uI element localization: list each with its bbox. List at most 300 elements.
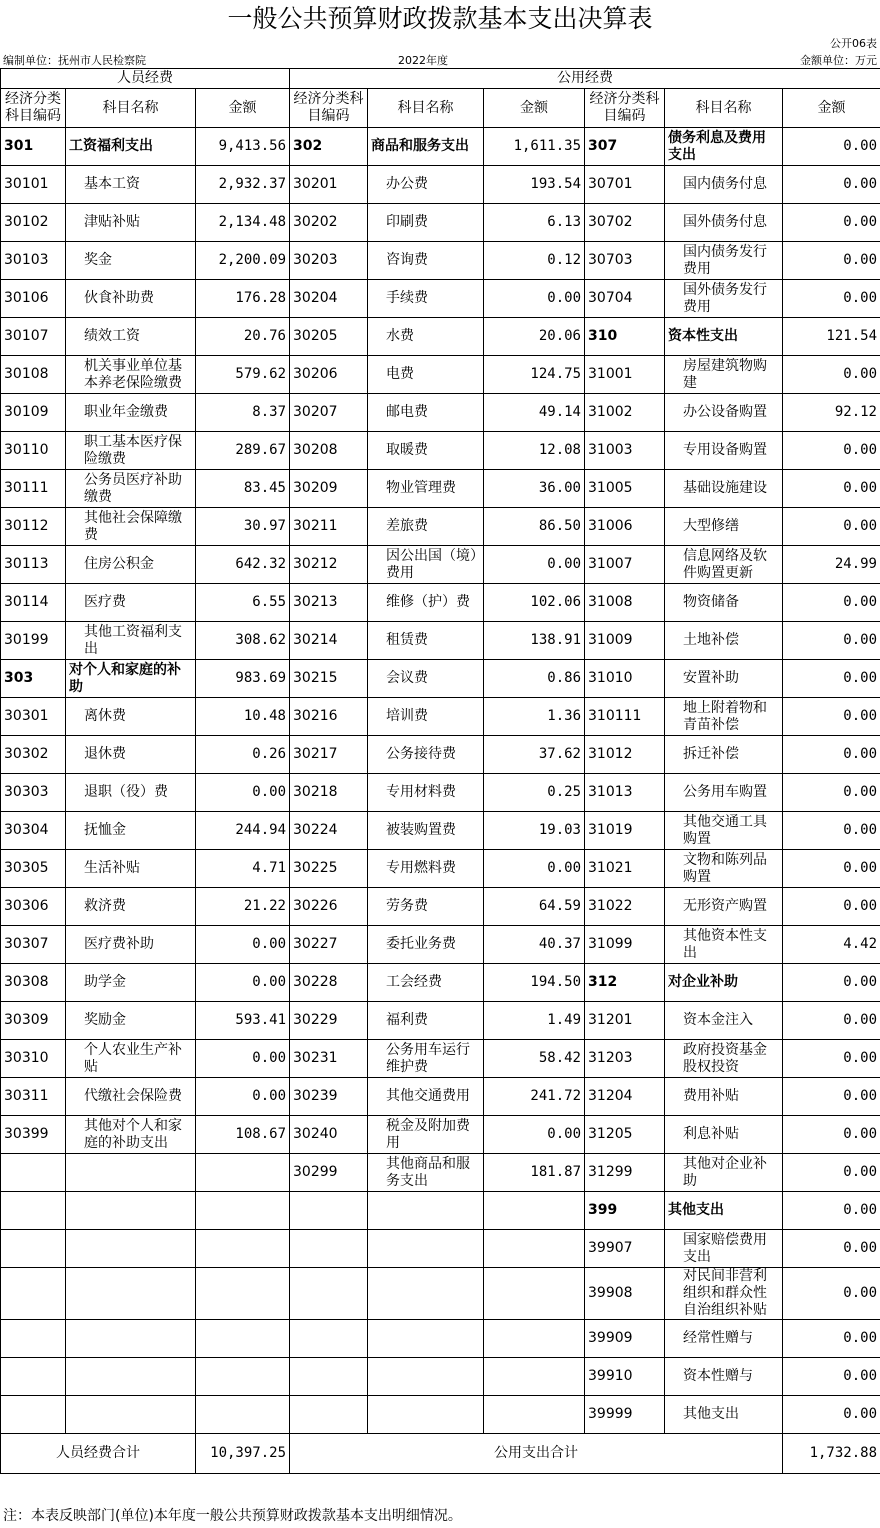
name-cell: 债务利息及费用支出 bbox=[665, 128, 783, 166]
code-cell: 30205 bbox=[290, 318, 368, 356]
amount-cell: 0.00 bbox=[783, 774, 880, 812]
code-cell: 30212 bbox=[290, 546, 368, 584]
code-cell: 31203 bbox=[585, 1040, 665, 1078]
table-row bbox=[1, 1002, 880, 1040]
name-cell: 政府投资基金股权投资 bbox=[665, 1040, 783, 1078]
code-cell: 30107 bbox=[1, 318, 66, 356]
code-cell: 302 bbox=[290, 128, 368, 166]
name-cell: 咨询费 bbox=[368, 242, 484, 280]
name-cell: 培训费 bbox=[368, 698, 484, 736]
amount-cell: 0.00 bbox=[196, 926, 290, 964]
amount-cell: 49.14 bbox=[484, 394, 585, 432]
name-cell: 其他对个人和家庭的补助支出 bbox=[66, 1116, 196, 1154]
name-cell: 对民间非营利组织和群众性自治组织补贴 bbox=[665, 1268, 783, 1320]
name-cell: 劳务费 bbox=[368, 888, 484, 926]
table-row bbox=[1, 356, 880, 394]
name-cell: 经常性赠与 bbox=[665, 1320, 783, 1358]
code-cell: 31001 bbox=[585, 356, 665, 394]
name-cell: 大型修缮 bbox=[665, 508, 783, 546]
amount-cell: 10.48 bbox=[196, 698, 290, 736]
name-cell: 国内债务付息 bbox=[665, 166, 783, 204]
code-cell: 30204 bbox=[290, 280, 368, 318]
name-cell: 福利费 bbox=[368, 1002, 484, 1040]
name-cell: 抚恤金 bbox=[66, 812, 196, 850]
amount-cell: 83.45 bbox=[196, 470, 290, 508]
code-cell: 31204 bbox=[585, 1078, 665, 1116]
name-cell: 税金及附加费用 bbox=[368, 1116, 484, 1154]
amount-cell: 0.00 bbox=[783, 1078, 880, 1116]
code-cell: 39907 bbox=[585, 1230, 665, 1268]
code-cell: 30224 bbox=[290, 812, 368, 850]
amount-cell bbox=[484, 1320, 585, 1358]
amount-cell: 0.00 bbox=[783, 698, 880, 736]
code-cell: 39999 bbox=[585, 1396, 665, 1434]
name-cell: 手续费 bbox=[368, 280, 484, 318]
amount-cell: 0.00 bbox=[783, 1396, 880, 1434]
amount-cell: 86.50 bbox=[484, 508, 585, 546]
amount-cell bbox=[484, 1192, 585, 1230]
code-cell: 31002 bbox=[585, 394, 665, 432]
amount-cell: 0.00 bbox=[484, 546, 585, 584]
table-row bbox=[1, 1116, 880, 1154]
amount-cell: 193.54 bbox=[484, 166, 585, 204]
name-cell: 津贴补贴 bbox=[66, 204, 196, 242]
amount-cell bbox=[196, 1230, 290, 1268]
amount-cell: 241.72 bbox=[484, 1078, 585, 1116]
code-cell: 30226 bbox=[290, 888, 368, 926]
code-cell: 30106 bbox=[1, 280, 66, 318]
code-cell: 30302 bbox=[1, 736, 66, 774]
amount-cell: 24.99 bbox=[783, 546, 880, 584]
amount-cell: 0.00 bbox=[484, 280, 585, 318]
code-cell: 30202 bbox=[290, 204, 368, 242]
name-cell bbox=[368, 1230, 484, 1268]
name-cell: 拆迁补偿 bbox=[665, 736, 783, 774]
name-cell: 其他对企业补助 bbox=[665, 1154, 783, 1192]
code-cell bbox=[290, 1358, 368, 1396]
code-cell bbox=[1, 1230, 66, 1268]
code-cell: 30108 bbox=[1, 356, 66, 394]
unit-label: 编制单位：抚州市人民检察院 bbox=[3, 54, 146, 67]
code-cell: 31299 bbox=[585, 1154, 665, 1192]
amount-cell bbox=[484, 1396, 585, 1434]
code-cell bbox=[1, 1268, 66, 1320]
header-code: 经济分类科目编码 bbox=[1, 89, 66, 128]
name-cell: 绩效工资 bbox=[66, 318, 196, 356]
code-cell: 31006 bbox=[585, 508, 665, 546]
code-cell: 30239 bbox=[290, 1078, 368, 1116]
code-cell: 30214 bbox=[290, 622, 368, 660]
amount-cell: 64.59 bbox=[484, 888, 585, 926]
code-cell bbox=[1, 1192, 66, 1230]
table-row bbox=[1, 888, 880, 926]
amount-cell: 9,413.56 bbox=[196, 128, 290, 166]
name-cell: 医疗费补助 bbox=[66, 926, 196, 964]
amount-cell: 0.00 bbox=[783, 280, 880, 318]
name-cell: 资本金注入 bbox=[665, 1002, 783, 1040]
name-cell: 商品和服务支出 bbox=[368, 128, 484, 166]
name-cell: 其他支出 bbox=[665, 1396, 783, 1434]
name-cell: 水费 bbox=[368, 318, 484, 356]
name-cell bbox=[368, 1192, 484, 1230]
amount-cell bbox=[196, 1154, 290, 1192]
name-cell: 物业管理费 bbox=[368, 470, 484, 508]
code-cell bbox=[290, 1230, 368, 1268]
name-cell: 职工基本医疗保险缴费 bbox=[66, 432, 196, 470]
code-cell: 30309 bbox=[1, 1002, 66, 1040]
name-cell: 医疗费 bbox=[66, 584, 196, 622]
name-cell: 其他支出 bbox=[665, 1192, 783, 1230]
name-cell bbox=[368, 1358, 484, 1396]
name-cell: 对个人和家庭的补助 bbox=[66, 660, 196, 698]
code-cell: 30112 bbox=[1, 508, 66, 546]
header-name: 科目名称 bbox=[665, 89, 783, 128]
table-row bbox=[1, 128, 880, 166]
code-cell: 30211 bbox=[290, 508, 368, 546]
table-row bbox=[1, 926, 880, 964]
code-cell bbox=[1, 1396, 66, 1434]
code-cell: 30208 bbox=[290, 432, 368, 470]
amount-cell: 40.37 bbox=[484, 926, 585, 964]
table-row bbox=[1, 508, 880, 546]
amount-cell: 0.00 bbox=[783, 1358, 880, 1396]
name-cell: 印刷费 bbox=[368, 204, 484, 242]
amount-cell: 0.00 bbox=[783, 964, 880, 1002]
amount-cell: 0.00 bbox=[783, 812, 880, 850]
amount-cell: 194.50 bbox=[484, 964, 585, 1002]
name-cell: 专用材料费 bbox=[368, 774, 484, 812]
amount-cell: 0.00 bbox=[783, 1116, 880, 1154]
code-cell: 31005 bbox=[585, 470, 665, 508]
code-cell: 39909 bbox=[585, 1320, 665, 1358]
name-cell: 退职（役）费 bbox=[66, 774, 196, 812]
amount-cell: 4.42 bbox=[783, 926, 880, 964]
code-cell: 310111 bbox=[585, 698, 665, 736]
amount-cell: 579.62 bbox=[196, 356, 290, 394]
amount-cell: 58.42 bbox=[484, 1040, 585, 1078]
form-number: 公开06表 bbox=[830, 37, 877, 50]
footnote: 注：本表反映部门(单位)本年度一般公共预算财政拨款基本支出明细情况。 bbox=[3, 1508, 462, 1524]
code-cell: 31009 bbox=[585, 622, 665, 660]
code-cell: 31007 bbox=[585, 546, 665, 584]
name-cell: 租赁费 bbox=[368, 622, 484, 660]
amount-cell bbox=[484, 1268, 585, 1320]
table-row bbox=[1, 546, 880, 584]
code-cell: 30306 bbox=[1, 888, 66, 926]
amount-cell: 30.97 bbox=[196, 508, 290, 546]
table-row bbox=[1, 660, 880, 698]
code-cell: 30704 bbox=[585, 280, 665, 318]
amount-cell: 0.00 bbox=[783, 1154, 880, 1192]
code-cell: 30113 bbox=[1, 546, 66, 584]
code-cell: 301 bbox=[1, 128, 66, 166]
code-cell: 30240 bbox=[290, 1116, 368, 1154]
amount-cell: 6.55 bbox=[196, 584, 290, 622]
amount-cell: 0.25 bbox=[484, 774, 585, 812]
amount-cell: 0.00 bbox=[783, 850, 880, 888]
amount-cell bbox=[484, 1358, 585, 1396]
amount-cell: 0.00 bbox=[783, 1268, 880, 1320]
name-cell: 被装购置费 bbox=[368, 812, 484, 850]
code-cell: 30102 bbox=[1, 204, 66, 242]
amount-cell: 0.26 bbox=[196, 736, 290, 774]
name-cell: 基本工资 bbox=[66, 166, 196, 204]
code-cell: 30215 bbox=[290, 660, 368, 698]
amount-cell bbox=[484, 1230, 585, 1268]
code-cell: 39908 bbox=[585, 1268, 665, 1320]
code-cell bbox=[290, 1192, 368, 1230]
code-cell bbox=[1, 1320, 66, 1358]
amount-cell: 0.00 bbox=[783, 1320, 880, 1358]
public-total-value: 1,732.88 bbox=[783, 1434, 880, 1474]
name-cell: 专用燃料费 bbox=[368, 850, 484, 888]
table-row bbox=[1, 698, 880, 736]
name-cell: 土地补偿 bbox=[665, 622, 783, 660]
amount-cell: 102.06 bbox=[484, 584, 585, 622]
header-amount: 金额 bbox=[196, 89, 290, 128]
amount-cell: 181.87 bbox=[484, 1154, 585, 1192]
table-row bbox=[1, 280, 880, 318]
amount-cell bbox=[196, 1396, 290, 1434]
amount-cell: 0.00 bbox=[783, 128, 880, 166]
name-cell: 无形资产购置 bbox=[665, 888, 783, 926]
name-cell: 对企业补助 bbox=[665, 964, 783, 1002]
code-cell: 312 bbox=[585, 964, 665, 1002]
header-code: 经济分类科目编码 bbox=[290, 89, 368, 128]
code-cell: 31012 bbox=[585, 736, 665, 774]
name-cell bbox=[66, 1396, 196, 1434]
name-cell: 奖金 bbox=[66, 242, 196, 280]
table-row bbox=[1, 736, 880, 774]
name-cell: 办公费 bbox=[368, 166, 484, 204]
name-cell: 差旅费 bbox=[368, 508, 484, 546]
amount-cell bbox=[196, 1192, 290, 1230]
code-cell: 31022 bbox=[585, 888, 665, 926]
name-cell: 其他交通工具购置 bbox=[665, 812, 783, 850]
name-cell: 职业年金缴费 bbox=[66, 394, 196, 432]
name-cell: 邮电费 bbox=[368, 394, 484, 432]
group-header-row bbox=[1, 69, 880, 89]
amount-cell bbox=[196, 1358, 290, 1396]
code-cell bbox=[1, 1154, 66, 1192]
code-cell bbox=[1, 1358, 66, 1396]
amount-cell: 0.00 bbox=[783, 1002, 880, 1040]
amount-cell: 176.28 bbox=[196, 280, 290, 318]
code-cell: 30206 bbox=[290, 356, 368, 394]
code-cell: 30203 bbox=[290, 242, 368, 280]
table-row bbox=[1, 1358, 880, 1396]
name-cell: 公务员医疗补助缴费 bbox=[66, 470, 196, 508]
code-cell: 30311 bbox=[1, 1078, 66, 1116]
code-cell: 30301 bbox=[1, 698, 66, 736]
header-name: 科目名称 bbox=[368, 89, 484, 128]
code-cell: 30231 bbox=[290, 1040, 368, 1078]
code-cell: 399 bbox=[585, 1192, 665, 1230]
amount-cell: 2,200.09 bbox=[196, 242, 290, 280]
amount-cell: 0.00 bbox=[783, 204, 880, 242]
amount-cell: 0.00 bbox=[484, 1116, 585, 1154]
name-cell bbox=[66, 1230, 196, 1268]
name-cell: 电费 bbox=[368, 356, 484, 394]
personnel-total-label: 人员经费合计 bbox=[1, 1434, 196, 1474]
amount-cell: 1,611.35 bbox=[484, 128, 585, 166]
table-row bbox=[1, 1396, 880, 1434]
code-cell bbox=[290, 1268, 368, 1320]
name-cell: 其他商品和服务支出 bbox=[368, 1154, 484, 1192]
name-cell: 因公出国（境）费用 bbox=[368, 546, 484, 584]
table-row bbox=[1, 1192, 880, 1230]
code-cell: 30307 bbox=[1, 926, 66, 964]
header-code: 经济分类科目编码 bbox=[585, 89, 665, 128]
amount-cell: 244.94 bbox=[196, 812, 290, 850]
amount-cell: 0.00 bbox=[783, 356, 880, 394]
amount-cell: 289.67 bbox=[196, 432, 290, 470]
code-cell: 30201 bbox=[290, 166, 368, 204]
name-cell: 离休费 bbox=[66, 698, 196, 736]
name-cell: 生活补贴 bbox=[66, 850, 196, 888]
table-row bbox=[1, 394, 880, 432]
name-cell: 信息网络及软件购置更新 bbox=[665, 546, 783, 584]
name-cell: 公务用车购置 bbox=[665, 774, 783, 812]
code-cell: 31010 bbox=[585, 660, 665, 698]
code-cell: 31099 bbox=[585, 926, 665, 964]
table-row bbox=[1, 1078, 880, 1116]
table-row bbox=[1, 850, 880, 888]
code-cell: 30109 bbox=[1, 394, 66, 432]
name-cell: 个人农业生产补贴 bbox=[66, 1040, 196, 1078]
name-cell bbox=[66, 1320, 196, 1358]
amount-cell: 593.41 bbox=[196, 1002, 290, 1040]
amount-cell: 0.00 bbox=[783, 736, 880, 774]
name-cell: 奖励金 bbox=[66, 1002, 196, 1040]
amount-cell: 0.00 bbox=[783, 470, 880, 508]
name-cell: 住房公积金 bbox=[66, 546, 196, 584]
amount-cell: 121.54 bbox=[783, 318, 880, 356]
amount-cell: 0.00 bbox=[783, 1192, 880, 1230]
code-cell: 30114 bbox=[1, 584, 66, 622]
name-cell bbox=[66, 1268, 196, 1320]
name-cell: 其他交通费用 bbox=[368, 1078, 484, 1116]
name-cell bbox=[66, 1154, 196, 1192]
amount-cell: 0.00 bbox=[196, 964, 290, 1002]
table-row bbox=[1, 432, 880, 470]
code-cell bbox=[290, 1320, 368, 1358]
code-cell: 31013 bbox=[585, 774, 665, 812]
header-name: 科目名称 bbox=[66, 89, 196, 128]
code-cell: 303 bbox=[1, 660, 66, 698]
code-cell: 30299 bbox=[290, 1154, 368, 1192]
code-cell: 30228 bbox=[290, 964, 368, 1002]
code-cell: 30111 bbox=[1, 470, 66, 508]
amount-cell: 92.12 bbox=[783, 394, 880, 432]
name-cell: 机关事业单位基本养老保险缴费 bbox=[66, 356, 196, 394]
name-cell: 专用设备购置 bbox=[665, 432, 783, 470]
amount-cell: 0.00 bbox=[783, 622, 880, 660]
code-cell: 30229 bbox=[290, 1002, 368, 1040]
table-row bbox=[1, 774, 880, 812]
amount-cell: 12.08 bbox=[484, 432, 585, 470]
name-cell: 代缴社会保险费 bbox=[66, 1078, 196, 1116]
code-cell: 30216 bbox=[290, 698, 368, 736]
amount-cell: 0.00 bbox=[783, 166, 880, 204]
amount-cell: 0.00 bbox=[783, 660, 880, 698]
amount-cell: 138.91 bbox=[484, 622, 585, 660]
amount-cell: 0.00 bbox=[783, 888, 880, 926]
column-header-row bbox=[1, 89, 880, 128]
code-cell: 31019 bbox=[585, 812, 665, 850]
code-cell: 30305 bbox=[1, 850, 66, 888]
totals-row bbox=[1, 1434, 880, 1474]
amount-cell: 124.75 bbox=[484, 356, 585, 394]
code-cell: 310 bbox=[585, 318, 665, 356]
name-cell: 利息补贴 bbox=[665, 1116, 783, 1154]
table-row bbox=[1, 1320, 880, 1358]
amount-cell: 108.67 bbox=[196, 1116, 290, 1154]
name-cell: 国外债务付息 bbox=[665, 204, 783, 242]
amount-cell: 0.00 bbox=[484, 850, 585, 888]
code-cell: 31008 bbox=[585, 584, 665, 622]
amount-cell: 0.00 bbox=[783, 1230, 880, 1268]
expenditure-table bbox=[0, 68, 880, 1474]
amount-cell: 0.12 bbox=[484, 242, 585, 280]
code-cell: 31201 bbox=[585, 1002, 665, 1040]
header-amount: 金额 bbox=[783, 89, 880, 128]
amount-cell: 0.00 bbox=[196, 1040, 290, 1078]
amount-cell: 36.00 bbox=[484, 470, 585, 508]
code-cell: 30310 bbox=[1, 1040, 66, 1078]
name-cell bbox=[66, 1192, 196, 1230]
amount-cell: 37.62 bbox=[484, 736, 585, 774]
name-cell: 其他资本性支出 bbox=[665, 926, 783, 964]
name-cell: 费用补贴 bbox=[665, 1078, 783, 1116]
amount-cell: 4.71 bbox=[196, 850, 290, 888]
code-cell: 30702 bbox=[585, 204, 665, 242]
table-row bbox=[1, 1230, 880, 1268]
code-cell: 30225 bbox=[290, 850, 368, 888]
table-row bbox=[1, 166, 880, 204]
name-cell: 维修（护）费 bbox=[368, 584, 484, 622]
name-cell: 国家赔偿费用支出 bbox=[665, 1230, 783, 1268]
name-cell: 资本性支出 bbox=[665, 318, 783, 356]
amount-cell: 642.32 bbox=[196, 546, 290, 584]
year-label: 2022年度 bbox=[398, 54, 448, 67]
amount-cell: 0.00 bbox=[196, 1078, 290, 1116]
table-row bbox=[1, 204, 880, 242]
group-public: 公用经费 bbox=[290, 69, 880, 89]
amount-cell: 19.03 bbox=[484, 812, 585, 850]
table-row bbox=[1, 964, 880, 1002]
code-cell: 307 bbox=[585, 128, 665, 166]
amount-cell: 0.00 bbox=[196, 774, 290, 812]
personnel-total-value: 10,397.25 bbox=[196, 1434, 290, 1474]
code-cell: 31205 bbox=[585, 1116, 665, 1154]
name-cell: 会议费 bbox=[368, 660, 484, 698]
code-cell: 30399 bbox=[1, 1116, 66, 1154]
name-cell: 退休费 bbox=[66, 736, 196, 774]
code-cell: 30308 bbox=[1, 964, 66, 1002]
name-cell: 取暖费 bbox=[368, 432, 484, 470]
name-cell: 文物和陈列品购置 bbox=[665, 850, 783, 888]
amount-cell: 0.00 bbox=[783, 432, 880, 470]
name-cell: 基础设施建设 bbox=[665, 470, 783, 508]
code-cell: 30207 bbox=[290, 394, 368, 432]
code-cell: 31021 bbox=[585, 850, 665, 888]
code-cell: 30703 bbox=[585, 242, 665, 280]
header-amount: 金额 bbox=[484, 89, 585, 128]
table-row bbox=[1, 584, 880, 622]
amount-cell bbox=[196, 1268, 290, 1320]
code-cell: 30303 bbox=[1, 774, 66, 812]
